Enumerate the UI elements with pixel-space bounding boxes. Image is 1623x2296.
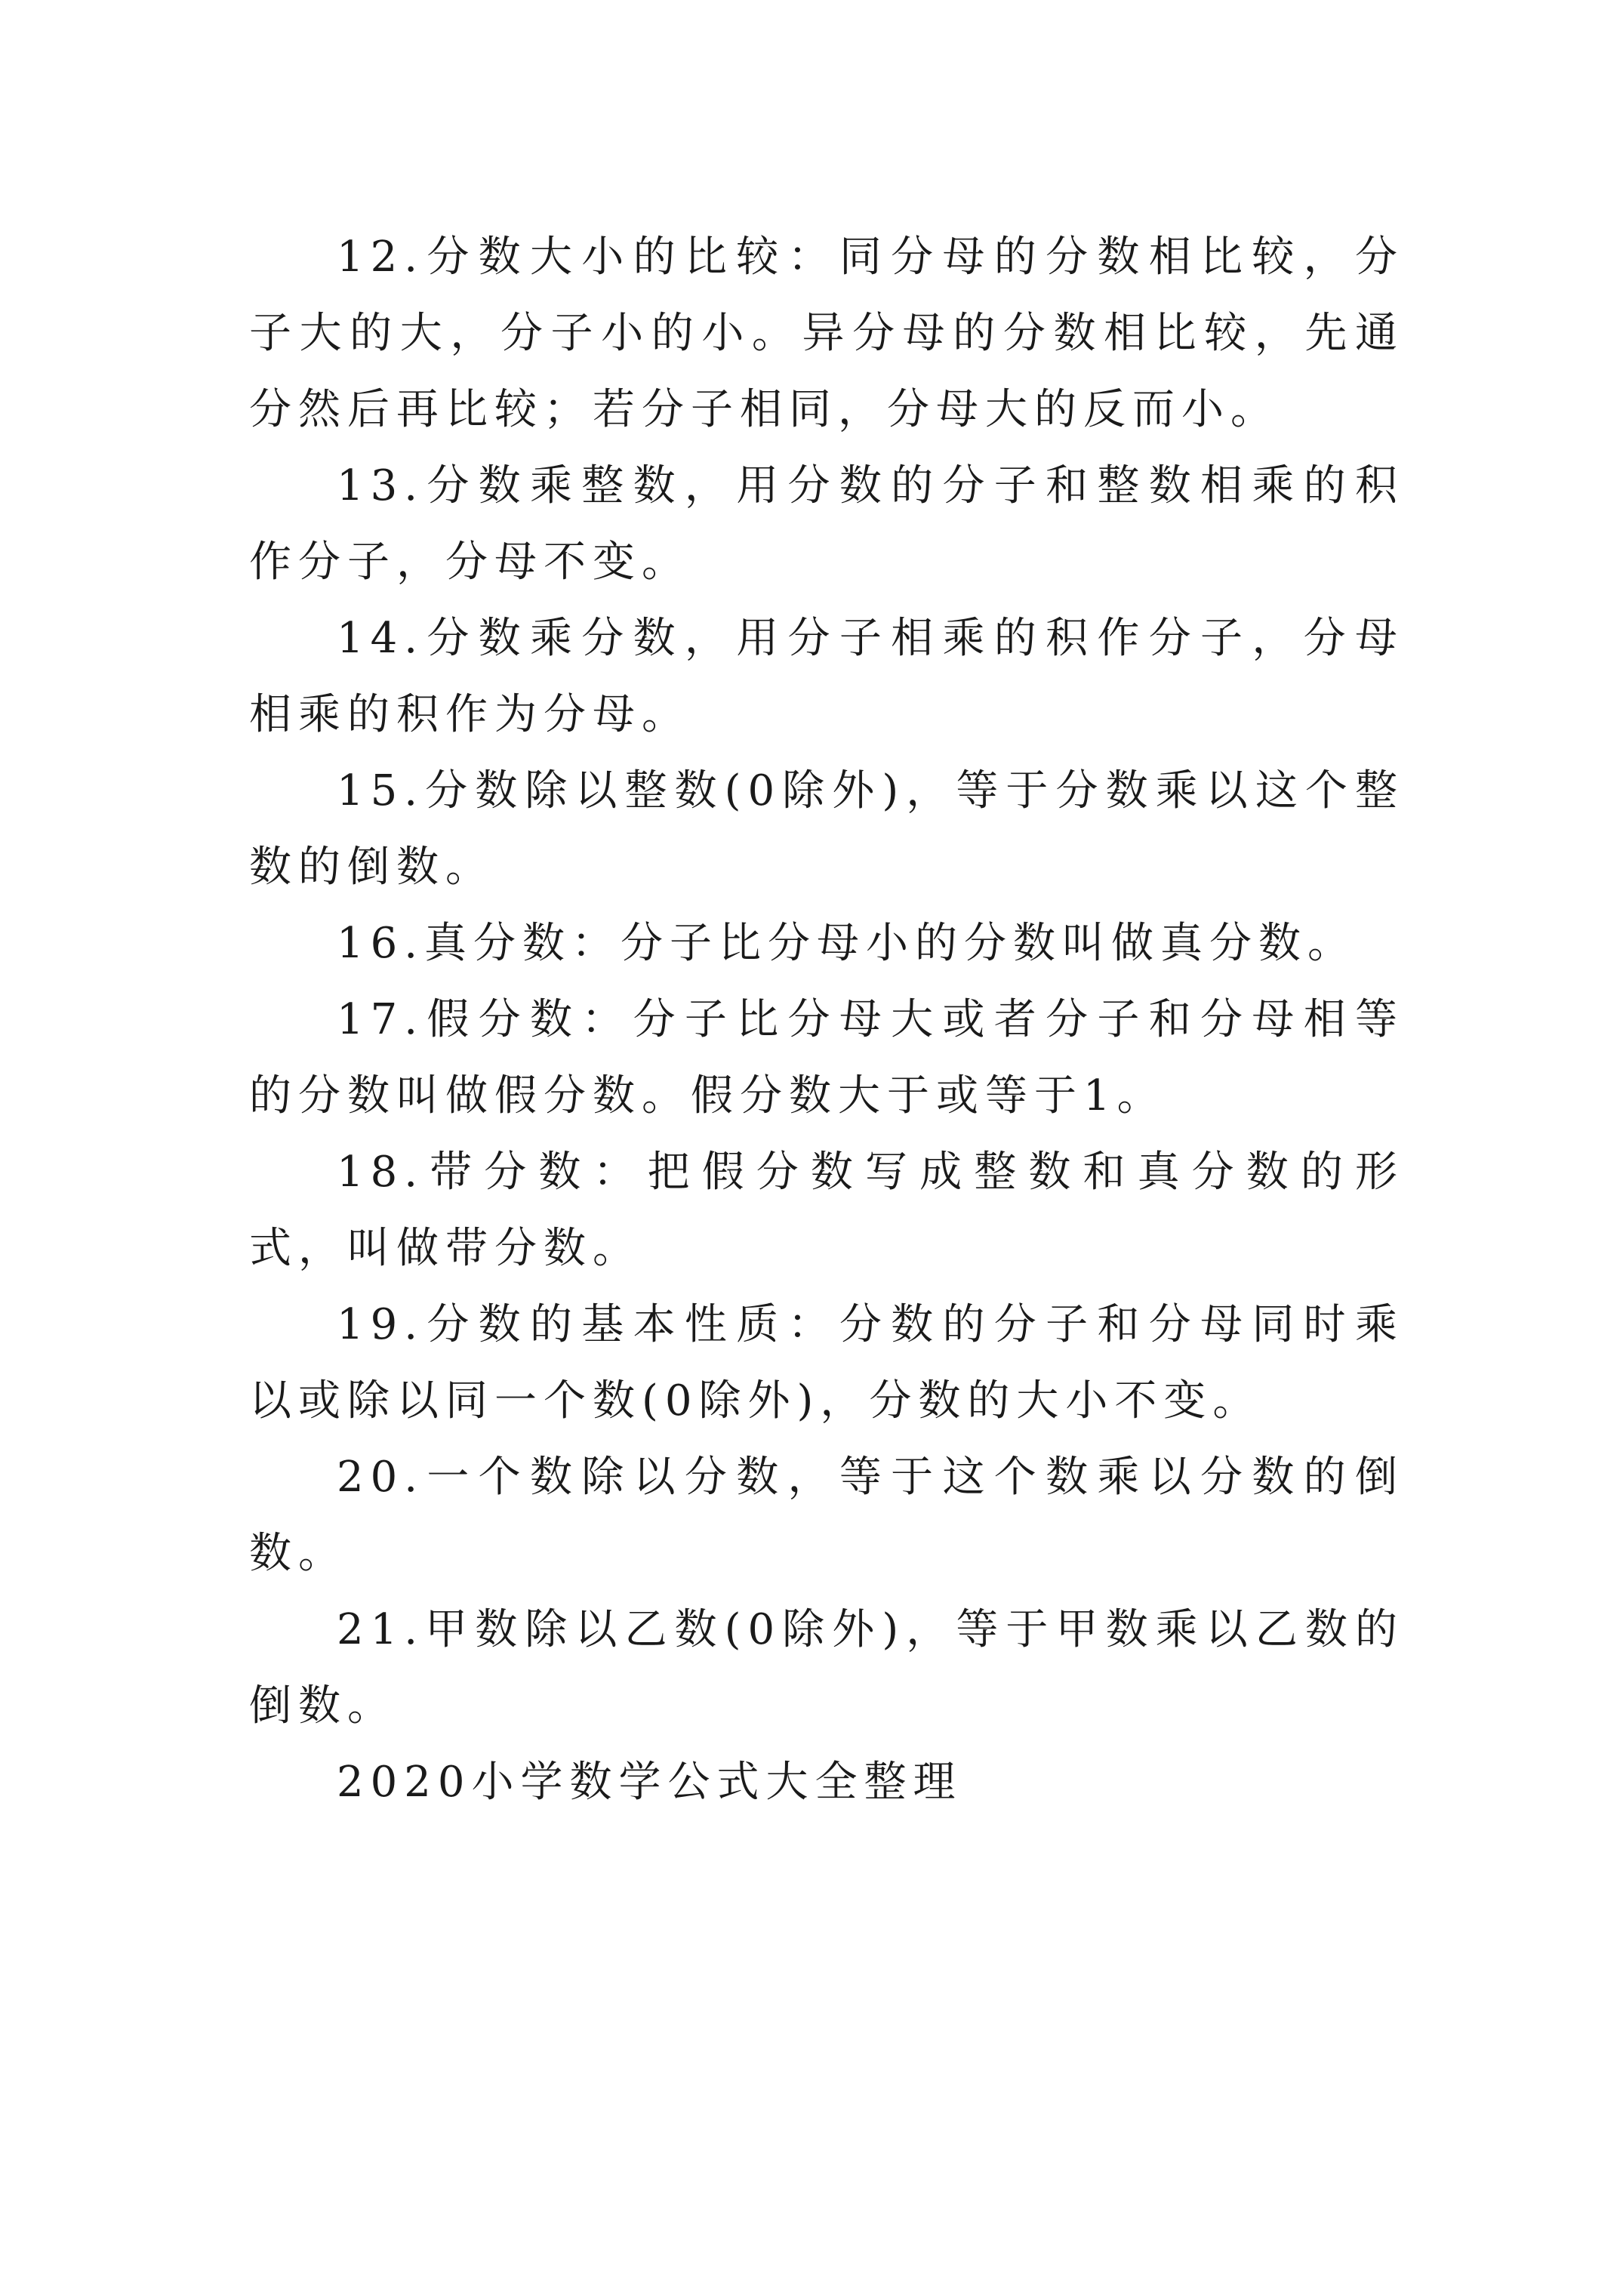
closing-title: 2020小学数学公式大全整理 [337, 1758, 962, 1807]
paragraph-12-fraction-comparison: 12.分数大小的比较：同分母的分数相比较，分子大的大，分子小的小。异分母的分数相比较，先通分然后再比较；若分子相同，分母大的反而小。 [249, 233, 1404, 434]
paragraph-13-fraction-times-integer: 13.分数乘整数，用分数的分子和整数相乘的积作分子，分母不变。 [249, 461, 1404, 587]
paragraph-18-mixed-number: 18.带分数：把假分数写成整数和真分数的形式，叫做带分数。 [249, 1148, 1404, 1273]
paragraph-14-fraction-times-fraction: 14.分数乘分数，用分子相乘的积作分子，分母相乘的积作为分母。 [249, 614, 1404, 739]
paragraph-20-divide-by-fraction: 20.一个数除以分数，等于这个数乘以分数的倒数。 [249, 1453, 1404, 1578]
paragraph-19-basic-property: 19.分数的基本性质：分数的分子和分母同时乘以或除以同一个数(0除外)，分数的大小不变。 [249, 1300, 1404, 1425]
paragraph-21-a-divided-by-b: 21.甲数除以乙数(0除外)，等于甲数乘以乙数的倒数。 [249, 1605, 1404, 1730]
paragraph-15-fraction-divided-by-integer: 15.分数除以整数(0除外)，等于分数乘以这个整数的倒数。 [249, 766, 1404, 892]
document-body [249, 219, 1404, 1820]
paragraph-17-improper-fraction: 17.假分数：分子比分母大或者分子和分母相等的分数叫做假分数。假分数大于或等于1。 [249, 995, 1404, 1120]
paragraph-16-proper-fraction: 16.真分数：分子比分母小的分数叫做真分数。 [337, 919, 1357, 968]
